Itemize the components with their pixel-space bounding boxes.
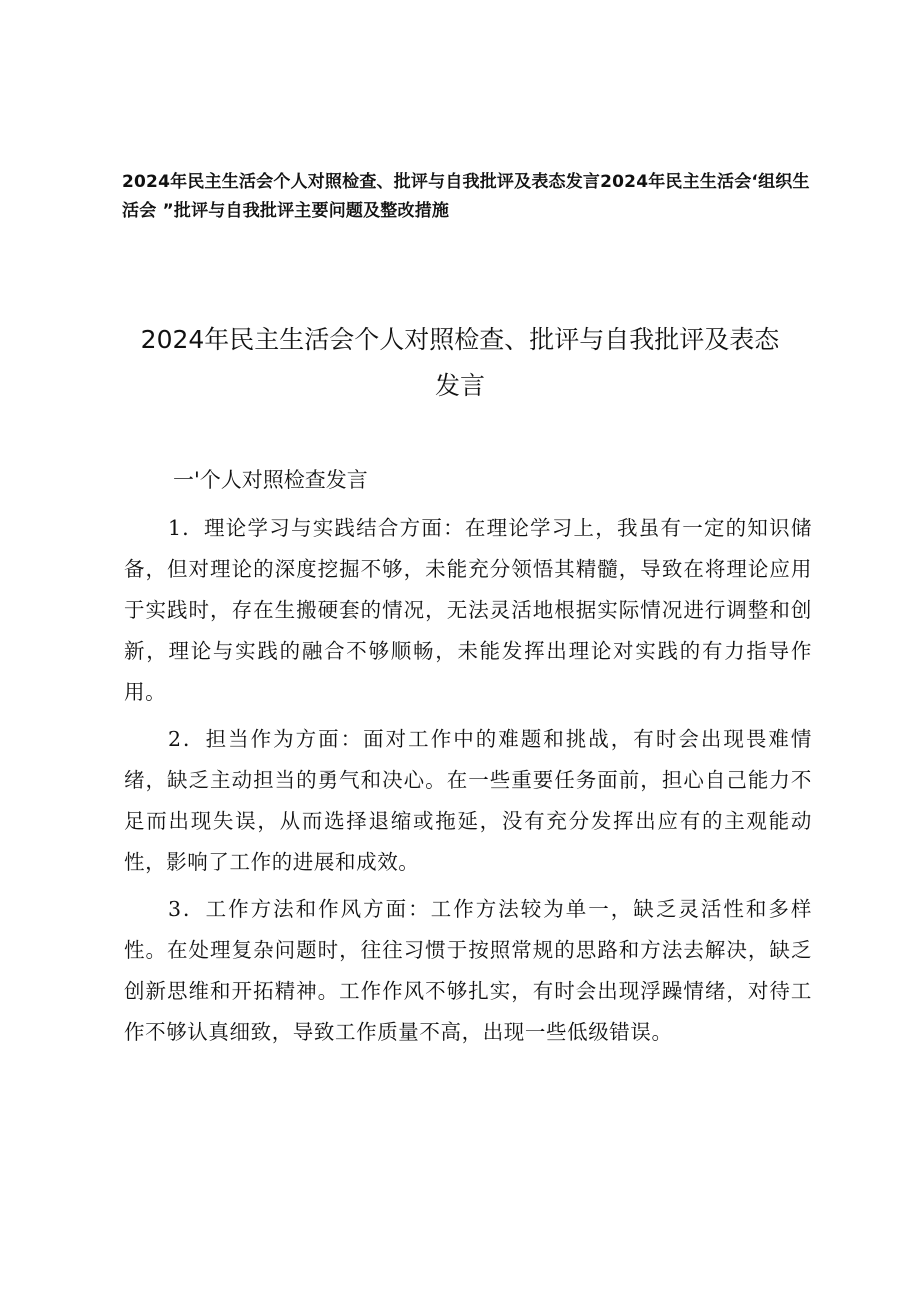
collection-title: 2024年民主生活会个人对照检查、批评与自我批评及表态发言2024年民主生活会‘组织生活会 ”批评与自我批评主要问题及整改措施 (122, 172, 810, 221)
paragraph-theory-practice: 1．理论学习与实践结合方面：在理论学习上，我虽有一定的知识储备，但对理论的深度挖掘不够，未能充分领悟其精髓，导致在将理论应用于实践时，存在生搬硬套的情况，无法灵活地根据实际情况进行调整和创新，理论与实践的融合不够顺畅，未能发挥出理论对实践的有力指导作用。 (124, 516, 812, 704)
paragraph-work-style: 3．工作方法和作风方面：工作方法较为单一，缺乏灵活性和多样性。在处理复杂问题时，往往习惯于按照常规的思路和方法去解决，缺乏创新思维和开拓精神。工作作风不够扎实，有时会出现浮躁情绪，对待工作不够认真细致，导致工作质量不高，出现一些低级错误。 (124, 897, 812, 1044)
section-heading: 一'个人对照检查发言 (173, 468, 368, 492)
paragraph-responsibility: 2．担当作为方面：面对工作中的难题和挑战，有时会出现畏难情绪，缺乏主动担当的勇气和决心。在一些重要任务面前，担心自己能力不足而出现失误，从而选择退缩或拖延，没有充分发挥出应有的主观能动性，影响了工作的进展和成效。 (124, 727, 812, 874)
document-title: 2024年民主生活会个人对照检查、批评与自我批评及表态发言 (140, 325, 780, 400)
document-body (124, 508, 812, 1059)
